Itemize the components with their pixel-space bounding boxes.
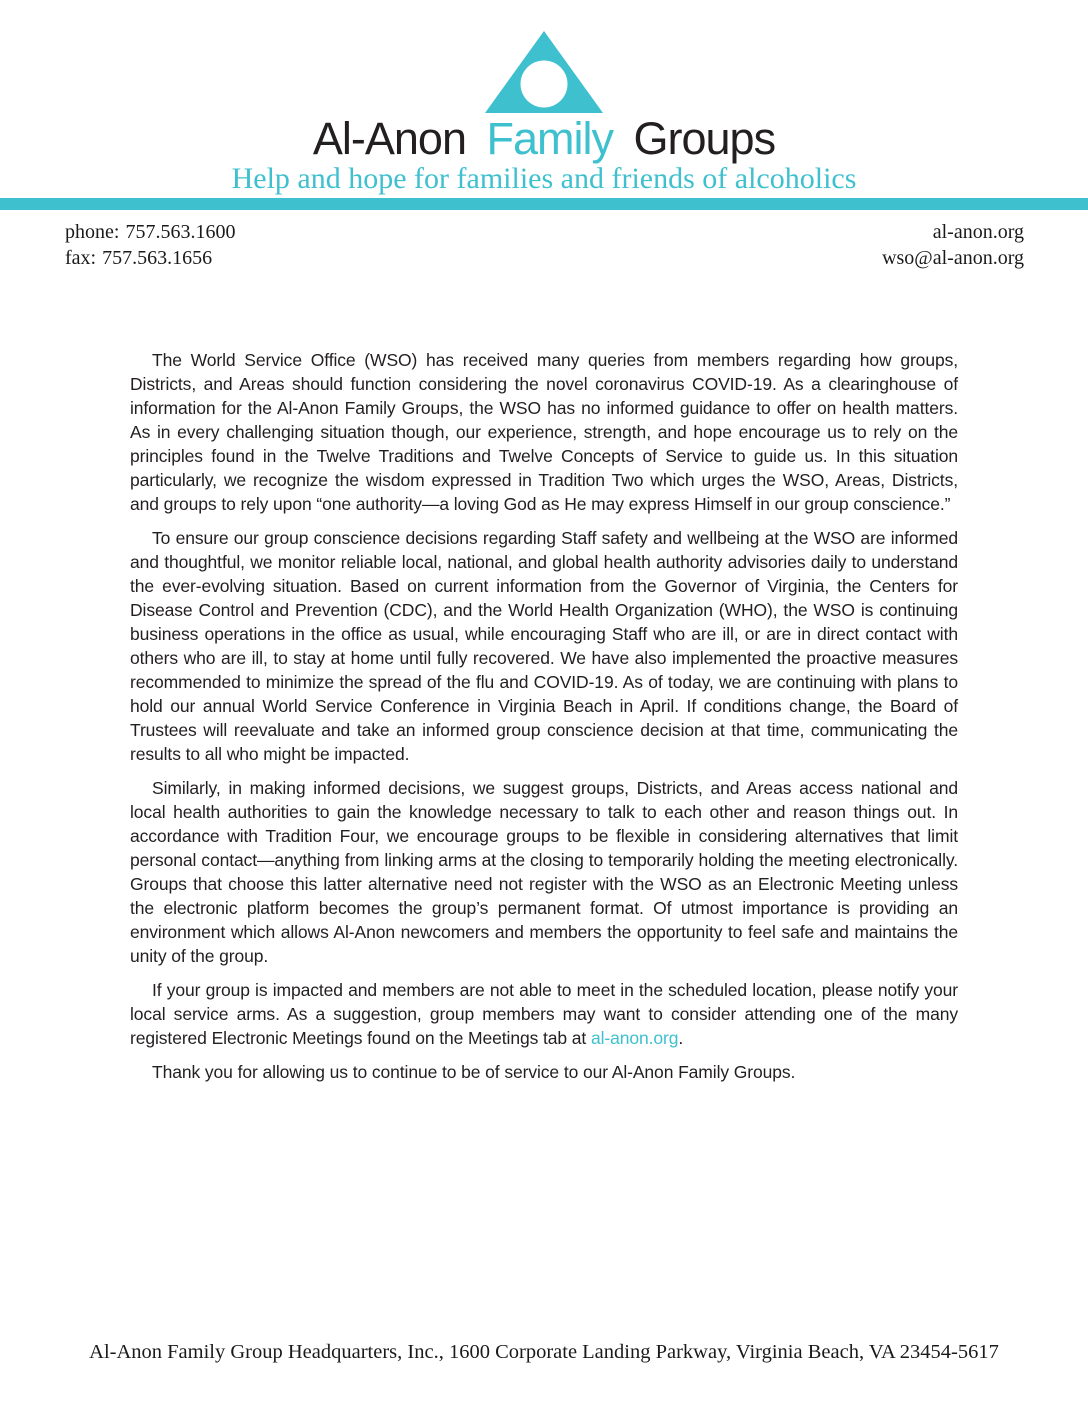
fax-label: fax: — [65, 247, 97, 269]
contact-strip — [0, 210, 1088, 271]
brand-wordmark — [0, 113, 1088, 164]
email-text: wso@al-anon.org — [882, 247, 1024, 269]
wordmark-family: Family — [486, 113, 613, 164]
letter-body — [130, 348, 958, 1084]
letterhead — [0, 0, 1088, 210]
phone-line — [65, 219, 235, 245]
contact-left — [65, 219, 235, 271]
wordmark-al-anon: Al-Anon — [312, 113, 466, 164]
paragraph-4 — [130, 978, 958, 1050]
brand-tagline: Help and hope for families and friends of alcoholics — [231, 162, 857, 195]
contact-right — [882, 219, 1024, 271]
paragraph-4-period: . — [678, 1028, 684, 1048]
paragraph-4-text: If your group is impacted and members are not able to meet in the scheduled location, please notify your local service arms. As a suggestion, group members may want to consider attending one of the many registered Electronic Meetings found on the Meetings tab at — [130, 980, 958, 1048]
paragraph-3: Similarly, in making informed decisions, we suggest groups, Districts, and Areas access national and local health authorities to gain the knowledge necessary to talk to each other and reason things out. In accordance with Tradition Four, we encourage groups to be flexible in considering alternatives that limit personal contact—anything from linking arms at the closing to temporarily holding the meeting electronically. Groups that choose this latter alternative need not register with the WSO as an Electronic Meeting unless the electronic platform becomes the group’s permanent format. Of utmost importance is providing an environment which allows Al-Anon newcomers and members the opportunity to feel safe and maintains the unity of the group. — [130, 778, 958, 966]
fax-line — [65, 245, 235, 271]
paragraph-5: Thank you for allowing us to continue to be of service to our Al-Anon Family Groups. — [152, 1062, 796, 1082]
wordmark-groups: Groups — [633, 113, 776, 164]
footer-address: Al-Anon Family Group Headquarters, Inc., 1600 Corporate Landing Parkway, Virginia Beach, VA 23454-5617 — [89, 1341, 999, 1363]
paragraph-2: To ensure our group conscience decisions regarding Staff safety and wellbeing at the WSO are informed and thoughtful, we monitor reliable local, national, and global health authority advisories daily to understand the ever-evolving situation. Based on current information from the Governor of Virginia, the Centers for Disease Control and Prevention (CDC), and the World Health Organization (WHO), the WSO is continuing business operations in the office as usual, while encouraging Staff who are ill, or are in direct contact with others who are ill, to stay at home until fully recovered. We have also implemented the proactive measures recommended to minimize the spread of the flu and COVID-19. As of today, we are continuing with plans to hold our annual World Service Conference in Virginia Beach in April. If conditions change, the Board of Trustees will reevaluate and take an informed group conscience decision at that time, communicating the results to all who might be impacted. — [130, 528, 958, 764]
fax-number: 757.563.1656 — [102, 247, 213, 269]
al-anon-org-link[interactable]: al-anon.org — [590, 1028, 679, 1048]
website-text: al-anon.org — [932, 221, 1024, 243]
phone-number: 757.563.1600 — [125, 221, 236, 243]
paragraph-1: The World Service Office (WSO) has received many queries from members regarding how groups, Districts, and Areas should function considering the novel coronavirus COVID-19. As a clearinghouse of information for the Al-Anon Family Groups, the WSO has no informed guidance to offer on health matters. As in every challenging situation though, our experience, strength, and hope encourage us to rely on the principles found in the Twelve Traditions and Twelve Concepts of Service to guide us. In this situation particularly, we recognize the wisdom expressed in Tradition Two which urges the WSO, Areas, Districts, and groups to rely upon “one authority—a loving God as He may express Himself in our group conscience.” — [130, 350, 958, 514]
al-anon-logo-icon — [483, 30, 605, 114]
teal-divider — [0, 198, 1088, 210]
phone-label: phone: — [65, 221, 120, 243]
